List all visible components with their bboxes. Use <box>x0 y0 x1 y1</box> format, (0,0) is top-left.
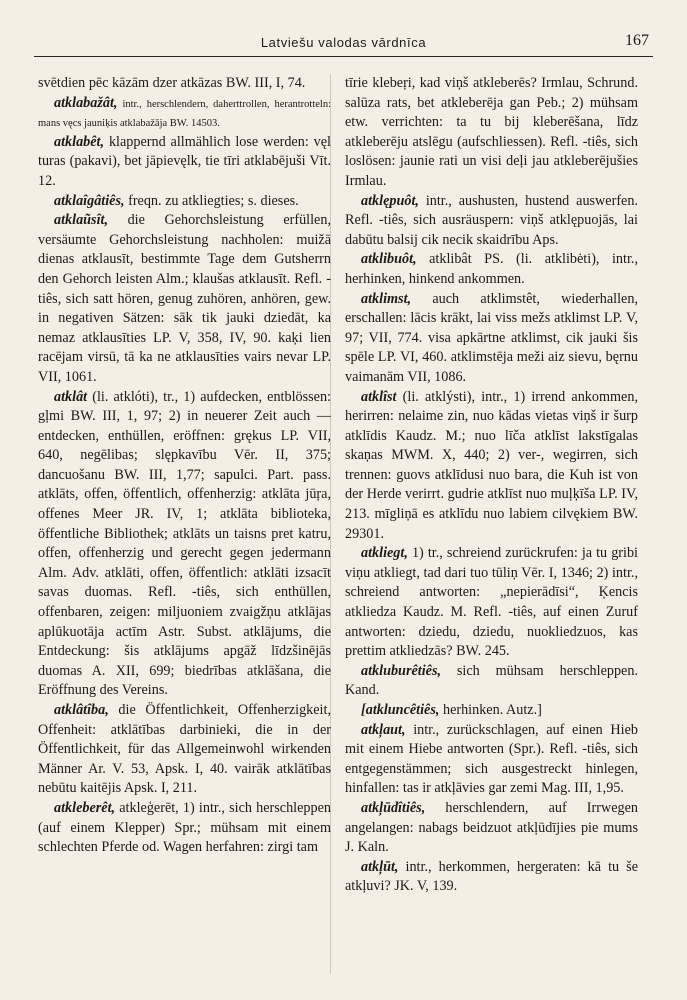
dictionary-entry <box>38 211 331 387</box>
dictionary-entry <box>345 662 638 701</box>
dictionary-entry <box>38 799 331 858</box>
entry-text: 1) tr., schreiend zurückrufen: ja tu gribi viņu atkliegt, tad dari tuo tūliņ Vēr. I, 1346; 2) intr., schreiend antworten: „nepierādīsi“, Ķencis atkliedza Kaudz. M. Refl. -tiês, auf einen Zuruf antworten: dziedu, dziedu, nuokliedzuos, kas prettim atkliedzās? BW. 245. <box>345 545 638 660</box>
entry-headword: atklępuôt, <box>361 192 419 209</box>
dictionary-entry <box>345 701 638 721</box>
dictionary-entry <box>345 799 638 858</box>
entry-headword: atklîst <box>361 388 397 405</box>
page-number: 167 <box>625 32 649 49</box>
entry-text: tīrie klebeŗi, kad viņš atkleberēs? Irmlau, Schrund. salūza rats, bet atkleberēja gan Peb.; 2) mühsam etw. verrichten: ta tu bij kleberēšana, līdz atkleberēju atslēgu (aufschliessen). Refl. -tiês, sich loslösen: jaunie rati un visi deļi jau atkleberējušies Irmlau. <box>345 75 638 189</box>
entry-text: klappernd allmählich lose werden: vęl turas (pakavi), bet jāpievęlk, tie tīri atklabējuši Vīt. 12. <box>38 133 331 189</box>
dictionary-entry <box>38 94 331 133</box>
entry-text: die Öffentlichkeit, Offenherzigkeit, Offenheit: atklātības darbinieki, die in der Öffentlichkeit, für das Allgemeinwohl wirkenden Männer Ar. V. 53, Apsk. I, 40. vairāk atklātības nebūtu kaitējis Apsk. I, 211. <box>38 702 331 797</box>
right-column <box>345 74 638 897</box>
entry-headword: atklimst, <box>361 290 412 307</box>
entry-headword: atkliegt, <box>361 545 408 562</box>
page-header <box>34 30 653 57</box>
entry-text: auch atklimstêt, wiederhallen, erschallen: lācis krākt, lai viss mežs atklimst LP. V, 97; VII, 774. visa apkārtne atklimst, cik jauki šis spēle LP. VI, 460. atklimstēja meži aiz sievu, bęrnu vaimanām VII, 1086. <box>345 290 638 385</box>
entry-text: atklibât PS. (li. atklibėti), intr., herhinken, hinkend ankommen. <box>345 251 638 287</box>
entry-headword: atkleberêt, <box>54 799 116 816</box>
dictionary-entry <box>38 133 331 192</box>
entry-continuation <box>345 74 638 192</box>
dictionary-entry <box>38 192 331 212</box>
running-title: Latviešu valodas vārdnīca <box>260 35 427 50</box>
entry-text: herschlendern, auf Irrwegen angelangen: nabags beidzuot atkļūdījies pie mums J. Kaln. <box>345 799 638 856</box>
entry-text: atkleģerēt, 1) intr., sich herschleppen (auf einem Klepper) Spr.; mühsam mit einem schlechten Pferde od. Wagen herfahren: zirgi tam <box>38 799 331 856</box>
entry-text: (li. atklýsti), intr., 1) irrend ankommen, herirren: nelaime zin, nuo kādas vietas viņš ir šurp atklīdis Kaudz. M.; nuo līča atklīst lakstīgalas skaņas MWM. X, 440; 2) ver-, wegirren, sich trennen: guovs atklīdusi nuo bara, die Kuh ist von der Herde verirrt. gudrie atklīst nuo muļķīša LP. IV, 213. mīgliņā es atklīdu nuo labiem cilvękiem BW. 29301. <box>345 388 638 542</box>
entry-headword: atkļaut, <box>361 721 406 738</box>
entry-text: intr., herschlendern, daherttrollen, herantrotteln: mans vęcs jauniķis atklabažāja BW. 14503. <box>38 98 331 130</box>
dictionary-entry <box>345 290 638 388</box>
entry-headword: atklaũsît, <box>54 212 109 229</box>
dictionary-entry <box>345 721 638 799</box>
dictionary-entry <box>38 388 331 702</box>
entry-headword: atkluburêtiês, <box>361 662 442 679</box>
entry-continuation <box>38 74 331 94</box>
entry-text: sich mühsam herschleppen. Kand. <box>345 662 638 699</box>
dictionary-entry <box>345 192 638 251</box>
entry-text: intr., zurückschlagen, auf einen Hieb mit einem Hiebe antworten (Spr.). Refl. -tiês, sich entgegenstämmen; sich ausgestreckt hinlegen, hinfallen: tas ir atkļāvies gar zemi Mag. III, 1,95. <box>345 721 638 797</box>
entry-text: svētdien pēc kāzām dzer atkāzas BW. III, I, 74. <box>38 75 306 91</box>
dictionary-entry <box>345 858 638 897</box>
entry-headword: atkļūt, <box>361 858 399 875</box>
entry-text: intr., herkommen, hergeraten: kā tu še atkļuvi? JK. V, 139. <box>345 858 638 895</box>
entry-headword: atklaîgâtiês, <box>54 192 125 209</box>
entry-headword: atklabažât, <box>54 94 118 111</box>
dictionary-entry <box>38 701 331 799</box>
entry-headword: atklât <box>54 388 88 405</box>
entry-text: herhinken. Autz.] <box>439 702 542 718</box>
dictionary-entry <box>345 544 638 662</box>
dictionary-entry <box>345 388 638 545</box>
entry-headword: atkļūdîtiês, <box>361 799 426 816</box>
left-column <box>38 74 331 858</box>
entry-text: die Gehorchsleistung erfüllen, versäumte Gehorchsleistung nachholen: muižā dienas atklausīt, bestimmte Tage dem Gutsherrn den Gehorch leisten Alm.; klaušas atklausīt. Refl. -tiês, sich satt hören, genug zuhören, anhören, gew. in negativen Sätzen: sāk tik jauki dziedāt, ka nemaz atklausīties LP. V, 358, IV, 90. kaķi lien racējam virsū, tā ka ne atklausīties vairs nevar LP. VII, 1061. <box>38 212 331 385</box>
entry-headword: atklibuôt, <box>361 251 417 268</box>
entry-headword: atklâtîba, <box>54 702 109 718</box>
entry-text: freqn. zu atkliegties; s. dieses. <box>124 192 299 209</box>
entry-headword: atklabêt, <box>54 133 105 150</box>
entry-text: (li. atklóti), tr., 1) aufdecken, entblössen: gļmi BW. III, 1, 97; 2) in neuerer Zeit auch — entdecken, enthüllen, eröffnen: grękus LP. VII, 640, negēlibas; slępkavību Vēr. II, 375; dancuošanu BW. III, 1,77; sapulci. Part. pass. atklāts, offen, öffentlich, offenherzig: atklāta jūŗa, offenes Meer JR. IV, 1; atklāta biblioteka, öffentliche Bibliothek; atklāts un taisns pret katru, offen, offenherzig und gerecht gegen jedermann Alm. Adv. atklāti, offen, öffentlich: atklāti izsacīt savas duomas. Refl. -tiês, sich enthüllen, offenbaren, zeigen: miljuoniem zvaigžņu atklājas aplūkuotāja actīm Astr. Subst. atklājums, die Entdeckung: šis atklājums apgāž līdzšinējās duomas A. XII, 699; biedrības atklāšana, die Eröffnung des Vereins. <box>38 388 331 699</box>
entry-headword: [atkluncêtiês, <box>361 702 440 718</box>
entry-text: intr., aushusten, hustend auswerfen. Refl. -tiês, sich ausräuspern: viņš atklępuojās, lai dabūtu balsij cik necik skaidrību Aps. <box>345 192 638 248</box>
dictionary-entry <box>345 250 638 289</box>
